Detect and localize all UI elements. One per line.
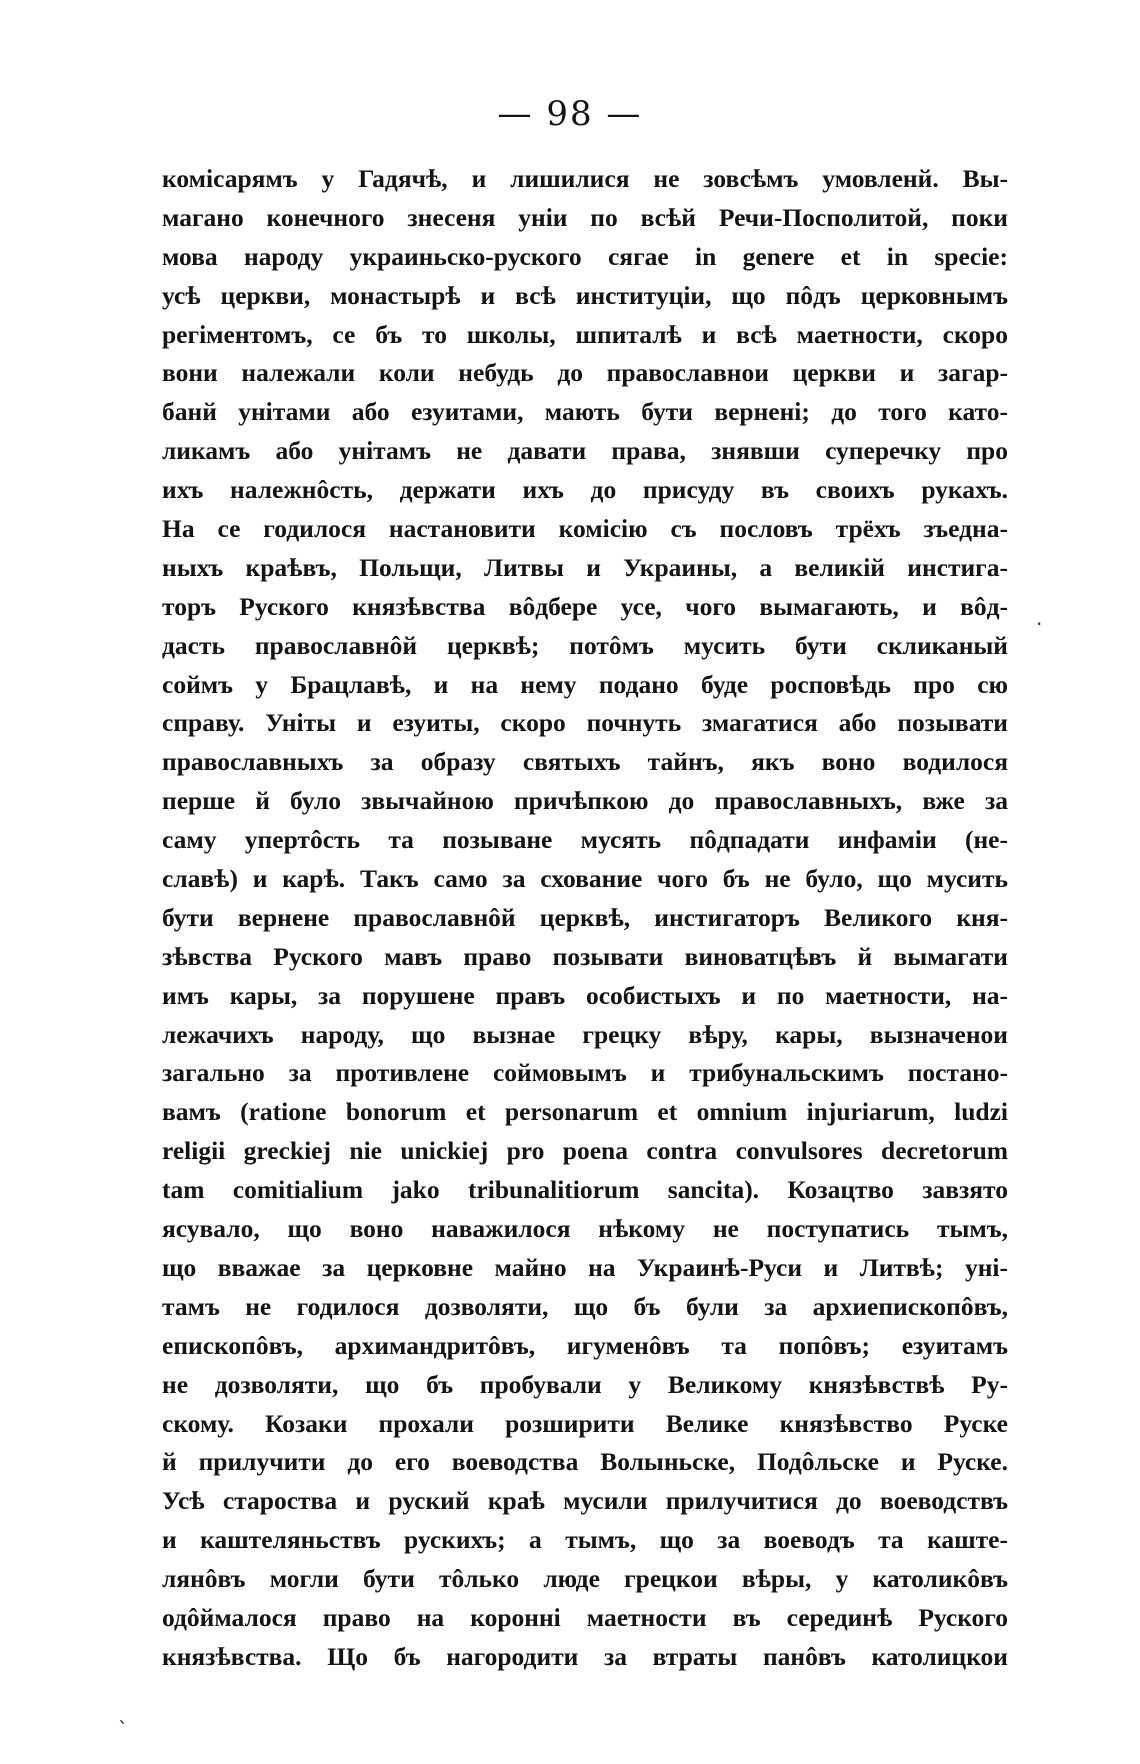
text-line: одôймалося право на коронні маетности въ серединѣ Руского <box>162 1602 1008 1632</box>
text-line: регіментомъ, се бъ то школы, шпиталѣ и всѣ маетности, скоро <box>162 319 1008 349</box>
text-line: и каштеляньствъ рускихъ; а тымъ, що за воеводъ та каште- <box>162 1525 1008 1555</box>
text-line: ныхъ краѣвъ, Польщи, Литвы и Украины, а великій инстига- <box>162 552 1008 582</box>
text-line: князѣвства. Що бъ нагородити за втраты панôвъ католицкои <box>162 1641 1008 1671</box>
text-line: славѣ) и карѣ. Такъ само за схование чого бъ не було, що мусить <box>162 864 1008 894</box>
text-line: Усѣ староства и руский краѣ мусили прилучитися до воеводствъ <box>162 1486 1008 1516</box>
text-line: дасть православнôй церквѣ; потôмъ мусить бути скликаный <box>162 630 1008 660</box>
page-number: — 98 — <box>497 94 643 134</box>
stray-dot-mark: · <box>1036 612 1043 636</box>
text-line: епископôвъ, архимандритôвъ, игуменôвъ та попôвъ; езуитамъ <box>162 1330 1008 1360</box>
text-line: мова народу украиньско-руского сягае in genere et in specie: <box>162 241 1008 271</box>
text-line: На се годилося настановити комісію съ пословъ трёхъ зъедна- <box>162 514 1008 544</box>
body-text <box>162 160 1008 1677</box>
text-line: саму упертôсть та позыване мусять пôдпадати инфаміи (не- <box>162 825 1008 855</box>
text-line: religii greckiej nie unickiej pro poena contra convulsores decretorum <box>162 1136 1008 1166</box>
text-line: перше й було звычайною причѣпкою до православныхъ, вже за <box>162 786 1008 816</box>
stray-scan-mark: ˎ <box>118 1700 128 1724</box>
text-line: комісарямъ у Гадячѣ, и лишилися не зовсѣмъ умовленй. Вы- <box>162 164 1008 193</box>
text-line: tam comitialium jako tribunalitiorum sancita). Козацтво завзято <box>162 1175 1008 1205</box>
text-line: скому. Козаки прохали розширити Велике князѣвство Руске <box>162 1408 1008 1438</box>
text-line: що вважае за церковне майно на Украинѣ-Руси и Литвѣ; уні- <box>162 1252 1008 1282</box>
text-line: зѣвства Руского мавъ право позывати виноватцѣвъ й вымагати <box>162 941 1008 971</box>
text-line: ликамъ або унітамъ не давати права, знявши суперечку про <box>162 436 1008 466</box>
text-line: православныхъ за образу святыхъ тайнъ, якъ воно водилося <box>162 747 1008 777</box>
text-line: соймъ у Брацлавѣ, и на нему подано буде росповѣдь про сю <box>162 669 1008 699</box>
text-line: банй унітами або езуитами, мають бути вернені; до того като- <box>162 397 1008 427</box>
text-line: лянôвъ могли бути тôлько люде грецкои вѣры, у католикôвъ <box>162 1564 1008 1594</box>
text-line: вамъ (ratione bonorum et personarum et omnium injuriarum, ludzi <box>162 1097 1008 1127</box>
text-line: магано конечного знесеня уніи по всѣй Речи-Посполитой, поки <box>162 202 1008 232</box>
text-line: ихъ належнôсть, держати ихъ до присуду въ своихъ рукахъ. <box>162 475 1008 505</box>
text-line: усѣ церкви, монастырѣ и всѣ институціи, що пôдъ церковнымъ <box>162 280 1008 310</box>
text-line: не дозволяти, що бъ пробували у Великому князѣвствѣ Ру- <box>162 1369 1008 1399</box>
text-line: тамъ не годилося дозволяти, що бъ були за архиепископôвъ, <box>162 1291 1008 1321</box>
text-line: лежачихъ народу, що вызнае грецку вѣру, кары, вызначенои <box>162 1019 1008 1049</box>
text-line: ясувало, що воно наважилося нѣкому не поступатись тымъ, <box>162 1214 1008 1244</box>
text-line: й прилучити до его воеводства Волыньске, Подôльске и Руске. <box>162 1447 1008 1477</box>
text-line: имъ кары, за порушене правъ особистыхъ и по маетности, на- <box>162 980 1008 1010</box>
text-line: торъ Руского князѣвства вôдбере усе, чого вымагають, и вôд- <box>162 591 1008 621</box>
text-line: загально за противлене соймовымъ и трибунальскимъ постано- <box>162 1058 1008 1088</box>
text-line: вони належали коли небудь до православнои церкви и загар- <box>162 358 1008 388</box>
text-line: справу. Уніты и езуиты, скоро почнуть змагатися або позывати <box>162 708 1008 738</box>
text-line: бути вернене православнôй церквѣ, инстигаторъ Великого кня- <box>162 902 1008 932</box>
